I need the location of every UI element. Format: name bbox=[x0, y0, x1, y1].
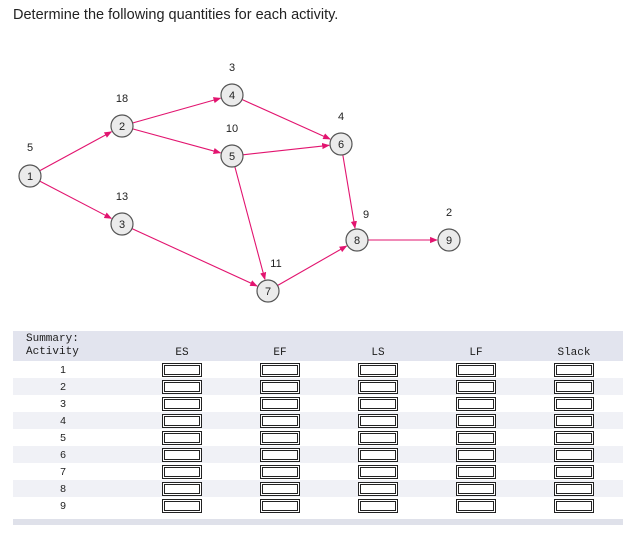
table-row bbox=[13, 463, 623, 480]
ls-input-activity-7[interactable] bbox=[358, 465, 398, 479]
slack-input-activity-8[interactable] bbox=[554, 482, 594, 496]
lf-input-activity-7[interactable] bbox=[456, 465, 496, 479]
activity-number: 2 bbox=[60, 380, 66, 393]
slack-cell bbox=[525, 361, 623, 378]
ef-cell bbox=[231, 480, 329, 497]
ls-input-activity-5[interactable] bbox=[358, 431, 398, 445]
arrow-1-to-3 bbox=[40, 181, 112, 218]
activity-node-3 bbox=[111, 213, 133, 235]
activity-node-1 bbox=[19, 165, 41, 187]
ls-cell bbox=[329, 361, 427, 378]
slack-input-activity-4[interactable] bbox=[554, 414, 594, 428]
ls-input-activity-1[interactable] bbox=[358, 363, 398, 377]
duration-label-9: 2 bbox=[445, 207, 453, 219]
summary-header-row bbox=[13, 331, 623, 361]
lf-cell bbox=[427, 463, 525, 480]
lf-cell bbox=[427, 429, 525, 446]
lf-input-activity-9[interactable] bbox=[456, 499, 496, 513]
node-id-label: 6 bbox=[337, 139, 345, 151]
slack-input-activity-3[interactable] bbox=[554, 397, 594, 411]
arrow-1-to-2 bbox=[40, 132, 112, 171]
summary-section bbox=[13, 331, 623, 514]
ef-input-activity-8[interactable] bbox=[260, 482, 300, 496]
slack-cell bbox=[525, 480, 623, 497]
slack-input-activity-1[interactable] bbox=[554, 363, 594, 377]
slack-input-activity-9[interactable] bbox=[554, 499, 594, 513]
ef-input-activity-4[interactable] bbox=[260, 414, 300, 428]
activity-number: 1 bbox=[60, 363, 66, 376]
es-cell bbox=[133, 480, 231, 497]
es-input-activity-2[interactable] bbox=[162, 380, 202, 394]
ls-input-activity-8[interactable] bbox=[358, 482, 398, 496]
ef-cell bbox=[231, 497, 329, 514]
ls-cell bbox=[329, 480, 427, 497]
duration-label-2: 18 bbox=[115, 93, 129, 105]
es-cell bbox=[133, 412, 231, 429]
slack-cell bbox=[525, 395, 623, 412]
slack-cell bbox=[525, 497, 623, 514]
activity-number: 9 bbox=[60, 499, 66, 512]
ls-input-activity-3[interactable] bbox=[358, 397, 398, 411]
question-prompt: Determine the following quantities for each activity. bbox=[13, 7, 339, 23]
slack-cell bbox=[525, 412, 623, 429]
slack-input-activity-5[interactable] bbox=[554, 431, 594, 445]
ef-cell bbox=[231, 361, 329, 378]
es-cell bbox=[133, 497, 231, 514]
activity-node-4 bbox=[221, 84, 243, 106]
table-row bbox=[13, 378, 623, 395]
ef-input-activity-2[interactable] bbox=[260, 380, 300, 394]
es-input-activity-1[interactable] bbox=[162, 363, 202, 377]
ef-cell bbox=[231, 463, 329, 480]
activity-number: 3 bbox=[60, 397, 66, 410]
ls-input-activity-2[interactable] bbox=[358, 380, 398, 394]
arrow-5-to-7 bbox=[235, 167, 265, 280]
es-input-activity-5[interactable] bbox=[162, 431, 202, 445]
arrow-5-to-6 bbox=[243, 145, 329, 154]
ls-cell bbox=[329, 378, 427, 395]
arrow-4-to-6 bbox=[242, 100, 330, 140]
column-header-lf: LF bbox=[469, 347, 483, 359]
lf-cell bbox=[427, 446, 525, 463]
table-bottom-border bbox=[13, 519, 623, 525]
lf-input-activity-2[interactable] bbox=[456, 380, 496, 394]
column-header-ef: EF bbox=[273, 347, 287, 359]
duration-label-4: 3 bbox=[228, 62, 236, 74]
lf-input-activity-4[interactable] bbox=[456, 414, 496, 428]
node-id-label: 5 bbox=[228, 151, 236, 163]
lf-cell bbox=[427, 412, 525, 429]
table-row bbox=[13, 497, 623, 514]
arrow-2-to-4 bbox=[133, 98, 221, 123]
activity-node-2 bbox=[111, 115, 133, 137]
duration-label-6: 4 bbox=[337, 111, 345, 123]
activity-label: Activity bbox=[26, 346, 79, 358]
lf-input-activity-8[interactable] bbox=[456, 482, 496, 496]
table-row bbox=[13, 361, 623, 378]
ef-input-activity-7[interactable] bbox=[260, 465, 300, 479]
slack-cell bbox=[525, 463, 623, 480]
ef-cell bbox=[231, 412, 329, 429]
lf-input-activity-6[interactable] bbox=[456, 448, 496, 462]
lf-input-activity-3[interactable] bbox=[456, 397, 496, 411]
activity-node-7 bbox=[257, 280, 279, 302]
node-id-label: 2 bbox=[118, 121, 126, 133]
slack-input-activity-7[interactable] bbox=[554, 465, 594, 479]
slack-cell bbox=[525, 446, 623, 463]
activity-number: 8 bbox=[60, 482, 66, 495]
ls-cell bbox=[329, 497, 427, 514]
node-id-label: 9 bbox=[445, 235, 453, 247]
ls-cell bbox=[329, 429, 427, 446]
es-cell bbox=[133, 378, 231, 395]
slack-input-activity-6[interactable] bbox=[554, 448, 594, 462]
ls-input-activity-6[interactable] bbox=[358, 448, 398, 462]
ls-input-activity-4[interactable] bbox=[358, 414, 398, 428]
slack-cell bbox=[525, 378, 623, 395]
column-header-slack: Slack bbox=[557, 347, 591, 359]
arrow-7-to-8 bbox=[278, 246, 347, 286]
activity-number: 6 bbox=[60, 448, 66, 461]
ef-cell bbox=[231, 378, 329, 395]
lf-input-activity-1[interactable] bbox=[456, 363, 496, 377]
node-id-label: 3 bbox=[118, 219, 126, 231]
ef-cell bbox=[231, 395, 329, 412]
es-cell bbox=[133, 429, 231, 446]
es-input-activity-4[interactable] bbox=[162, 414, 202, 428]
table-row bbox=[13, 395, 623, 412]
lf-cell bbox=[427, 480, 525, 497]
node-id-label: 7 bbox=[264, 286, 272, 298]
table-row bbox=[13, 429, 623, 446]
es-input-activity-3[interactable] bbox=[162, 397, 202, 411]
node-id-label: 8 bbox=[353, 235, 361, 247]
slack-input-activity-2[interactable] bbox=[554, 380, 594, 394]
arrow-2-to-5 bbox=[133, 129, 221, 153]
lf-input-activity-5[interactable] bbox=[456, 431, 496, 445]
duration-label-7: 11 bbox=[270, 258, 282, 270]
summary-label: Summary: bbox=[26, 333, 79, 345]
duration-label-8: 9 bbox=[362, 209, 370, 221]
column-header-ls: LS bbox=[371, 347, 385, 359]
ef-cell bbox=[231, 429, 329, 446]
es-cell bbox=[133, 361, 231, 378]
ef-input-activity-1[interactable] bbox=[260, 363, 300, 377]
lf-cell bbox=[427, 378, 525, 395]
table-row bbox=[13, 412, 623, 429]
activity-node-9 bbox=[438, 229, 460, 251]
es-input-activity-6[interactable] bbox=[162, 448, 202, 462]
activity-number: 4 bbox=[60, 414, 66, 427]
activity-node-5 bbox=[221, 145, 243, 167]
ls-cell bbox=[329, 463, 427, 480]
ls-cell bbox=[329, 395, 427, 412]
lf-cell bbox=[427, 497, 525, 514]
table-row bbox=[13, 446, 623, 463]
lf-cell bbox=[427, 361, 525, 378]
ls-cell bbox=[329, 446, 427, 463]
slack-cell bbox=[525, 429, 623, 446]
column-header-es: ES bbox=[175, 347, 189, 359]
arrow-6-to-8 bbox=[343, 155, 355, 228]
es-input-activity-8[interactable] bbox=[162, 482, 202, 496]
ls-input-activity-9[interactable] bbox=[358, 499, 398, 513]
node-id-label: 1 bbox=[26, 171, 34, 183]
activity-number: 5 bbox=[60, 431, 66, 444]
summary-table bbox=[13, 331, 623, 514]
activity-node-8 bbox=[346, 229, 368, 251]
es-cell bbox=[133, 446, 231, 463]
es-input-activity-9[interactable] bbox=[162, 499, 202, 513]
activity-number: 7 bbox=[60, 465, 66, 478]
activity-column-header bbox=[13, 331, 133, 361]
duration-label-1: 5 bbox=[26, 142, 34, 154]
ef-input-activity-3[interactable] bbox=[260, 397, 300, 411]
es-cell bbox=[133, 463, 231, 480]
ef-cell bbox=[231, 446, 329, 463]
table-row bbox=[13, 480, 623, 497]
es-cell bbox=[133, 395, 231, 412]
activity-node-6 bbox=[330, 133, 352, 155]
arrow-3-to-7 bbox=[132, 229, 257, 286]
duration-label-3: 13 bbox=[115, 191, 129, 203]
ef-input-activity-9[interactable] bbox=[260, 499, 300, 513]
ls-cell bbox=[329, 412, 427, 429]
es-input-activity-7[interactable] bbox=[162, 465, 202, 479]
lf-cell bbox=[427, 395, 525, 412]
node-id-label: 4 bbox=[228, 90, 236, 102]
ef-input-activity-6[interactable] bbox=[260, 448, 300, 462]
ef-input-activity-5[interactable] bbox=[260, 431, 300, 445]
duration-label-5: 10 bbox=[225, 123, 239, 135]
